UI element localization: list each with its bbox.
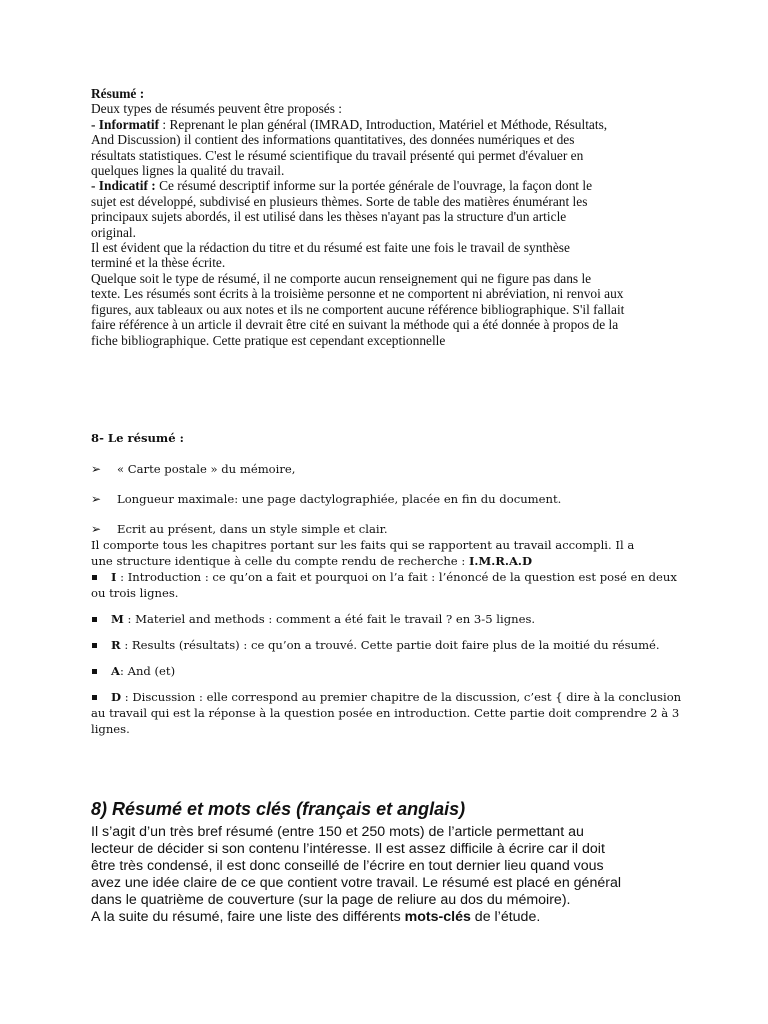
square-bullet-icon (92, 695, 97, 700)
text-line (91, 909, 691, 926)
imrad-text: : Materiel and methods : comment a été fait le travail ? en 3-5 lignes. (123, 612, 536, 626)
imrad-item (91, 611, 691, 627)
square-bullet-icon (92, 617, 97, 622)
text-line: dans le quatrième de couverture (sur la page de reliure au dos du mémoire). (91, 892, 571, 909)
imrad-label: I.M.R.A.D (468, 554, 533, 568)
text-line: quelques lignes la qualité du travail. (91, 163, 285, 179)
list-item (91, 521, 691, 537)
imrad-text: : And (et) (120, 664, 176, 678)
imrad-text: : Discussion : elle correspond au premier chapitre de la discussion, c’est { dire à la conclusion au travail qui est la réponse à la question posée en introduction. Cette partie doit comprendre 2 à 3 lignes. (91, 690, 682, 736)
text-line: Il est évident que la rédaction du titre et du résumé est faite une fois le travail de synthèse (91, 240, 570, 256)
list-item (91, 461, 691, 477)
imrad-letter: D (111, 690, 122, 704)
text-line: avez une idée claire de ce que contient votre travail. Le résumé est placé en général (91, 875, 621, 892)
section-heading: 8- Le résumé : (91, 431, 184, 445)
text-line: être très condensé, il est donc conseillé de l’écrire en tout dernier lieu quand vous (91, 858, 604, 875)
text-line: Ce résumé descriptif informe sur la portée générale de l'ouvrage, la façon dont le (155, 178, 593, 194)
imrad-letter: R (111, 638, 121, 652)
imrad-item (91, 569, 691, 601)
text-line: : Reprenant le plan général (IMRAD, Introduction, Matériel et Méthode, Résultats, (159, 116, 608, 132)
informatif-line (91, 117, 691, 132)
imrad-letter: M (111, 612, 124, 626)
indicatif-line (91, 178, 691, 193)
text-line: terminé et la thèse écrite. (91, 255, 226, 271)
text-line (91, 553, 691, 569)
imrad-item (91, 637, 691, 653)
arrow-bullet-icon: ➢ (91, 492, 102, 506)
imrad-text: : Results (résultats) : ce qu’on a trouvé. Cette partie doit faire plus de la moitié du résumé. (120, 638, 660, 652)
list-item (91, 491, 691, 507)
list-item-text: « Carte postale » du mémoire, (117, 462, 296, 476)
text-line: sujet est développé, subdivisé en plusieurs thèmes. Sorte de table des matières énumérant les (91, 193, 588, 209)
text-span: de l’étude. (470, 909, 541, 926)
square-bullet-icon (92, 643, 97, 648)
text-line: Quelque soit le type de résumé, il ne comporte aucun renseignement qui ne figure pas dans le (91, 270, 592, 286)
indicatif-label: - Indicatif : (91, 178, 156, 194)
text-line: Il s’agit d’un très bref résumé (entre 150 et 250 mots) de l’article permettant au (91, 824, 584, 840)
section-heading: 8) Résumé et mots clés (français et anglais) (91, 799, 466, 819)
text-line: And Discussion) il contient des informations quantitatives, des données numériques et des (91, 132, 575, 148)
text-line: texte. Les résumés sont écrits à la troisième personne et ne comportent ni abréviation, ni renvoi aux (91, 286, 624, 302)
text-line: fiche bibliographique. Cette pratique est cependant exceptionnelle (91, 332, 446, 348)
imrad-item (91, 663, 691, 679)
text-line: Il comporte tous les chapitres portant sur les faits qui se rapportent au travail accompli. Il a (91, 538, 635, 552)
text-line: lecteur de décider si son contenu l’intéresse. Il est assez difficile à écrire car il doit (91, 841, 605, 858)
list-item-text: Longueur maximale: une page dactylographiée, placée en fin du document. (117, 492, 562, 506)
intro-text: Deux types de résumés peuvent être proposés : (91, 101, 343, 117)
text-span: une structure identique à celle du compte rendu de recherche : (91, 554, 469, 568)
imrad-letter: I (111, 570, 117, 584)
informatif-label: - Informatif (91, 116, 160, 132)
imrad-letter: A (111, 664, 120, 678)
text-line: résultats statistiques. C'est le résumé scientifique du travail présenté qui permet d'évaluer en (91, 147, 584, 163)
mots-cles-label: mots-clés (404, 909, 471, 926)
text-line: original. (91, 224, 136, 240)
resume-types-section (91, 86, 691, 348)
le-resume-section (91, 430, 691, 747)
mots-cles-section (91, 798, 691, 927)
square-bullet-icon (92, 575, 97, 580)
text-line: figures, aux tableaux ou aux notes et ils ne comportent aucune référence bibliographique. S'il fallait (91, 301, 625, 317)
arrow-bullet-icon: ➢ (91, 462, 102, 476)
arrow-bullet-icon: ➢ (91, 522, 102, 536)
imrad-item (91, 689, 691, 737)
text-span: A la suite du résumé, faire une liste des différents (91, 909, 405, 926)
imrad-text: : Introduction : ce qu’on a fait et pourquoi on l’a fait : l’énoncé de la question est posé en deux ou trois lignes. (91, 570, 677, 600)
section-heading: Résumé : (91, 86, 145, 101)
square-bullet-icon (92, 669, 97, 674)
text-line: principaux sujets abordés, il est utilisé dans les thèses n'ayant pas la structure d'un article (91, 209, 567, 225)
list-item-text: Ecrit au présent, dans un style simple et clair. (117, 522, 388, 536)
text-line: faire référence à un article il devrait être cité en suivant la méthode qui a été donnée à propos de la (91, 317, 619, 333)
